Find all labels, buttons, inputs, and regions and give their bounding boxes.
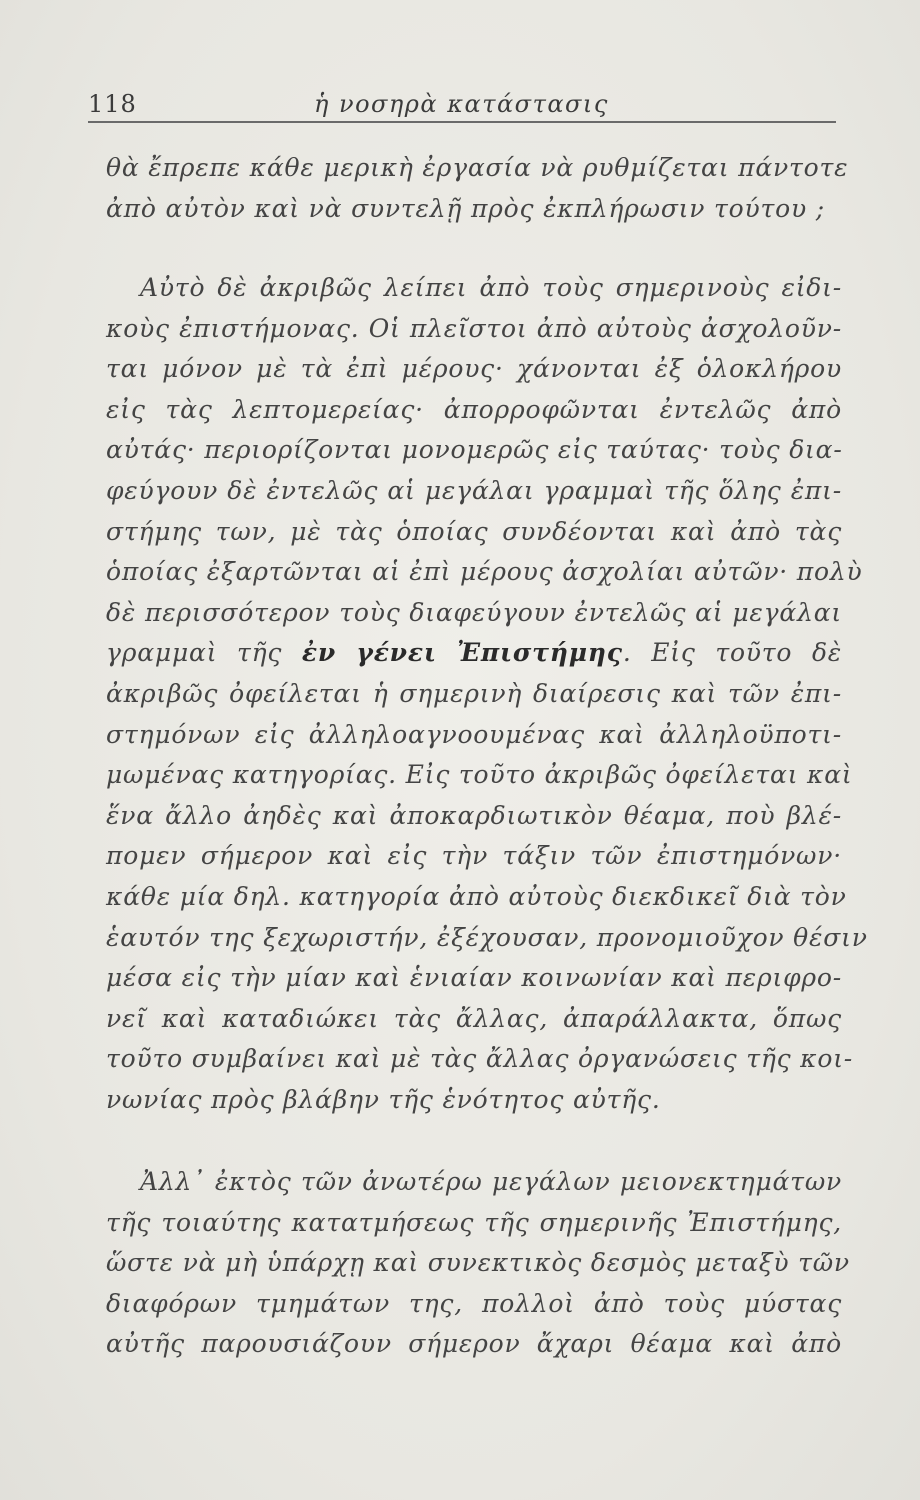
header-rule [88,121,836,123]
emphasized-phrase: ἐν γένει Ἐπιστήμης [301,638,623,668]
text-line: δὲ περισσότερον τοὺς διαφεύγουν ἐντελῶς αἱ μεγάλαι [106,597,842,627]
text-line: στημόνων εἰς ἀλληλοαγνοουμένας καὶ ἀλληλοϋποτι- [106,719,842,749]
text-line: Ἀλλ᾽ ἐκτὸς τῶν ἀνωτέρω μεγάλων μειονεκτημάτων [140,1167,842,1196]
text-line: κάθε μία δηλ. κατηγορία ἀπὸ αὐτοὺς διεκδικεῖ διὰ τὸν [106,881,847,911]
paragraph-1 [106,148,849,229]
text-line: ἀκριβῶς ὀφείλεται ἡ σημερινὴ διαίρεσις καὶ τῶν ἐπι- [106,678,842,708]
text-fragment: . Εἰς τοῦτο δὲ [622,638,843,668]
text-line: στήμης των, μὲ τὰς ὁποίας συνδέονται καὶ ἀπὸ τὰς [106,516,842,546]
text-line: διαφόρων τμημάτων της, πολλοὶ ἀπὸ τοὺς μύστας [106,1288,842,1318]
text-line: πομεν σήμερον καὶ εἰς τὴν τάξιν τῶν ἐπιστημόνων· [106,841,842,871]
text-line: ἕνα ἄλλο ἀηδὲς καὶ ἀποκαρδιωτικὸν θέαμα, ποὺ βλέ- [106,800,842,830]
text-fragment: γραμμαὶ τῆς [106,638,302,668]
text-line: ὁποίας ἐξαρτῶνται αἱ ἐπὶ μέρους ἀσχολίαι αὐτῶν· πολὺ [106,557,863,587]
paragraph-3 [106,1162,850,1365]
text-line: φεύγουν δὲ ἐντελῶς αἱ μεγάλαι γραμμαὶ τῆς ὅλης ἐπι- [106,475,842,505]
running-title: ἡ νοσηρὰ κατάστασις [314,90,609,118]
text-line: εἰς τὰς λεπτομερείας· ἀπορροφῶνται ἐντελῶς ἀπὸ [106,394,842,424]
text-line: ἀπὸ αὐτὸν καὶ νὰ συντελῇ πρὸς ἐκπλήρωσιν τούτου ; [106,193,825,223]
text-line: ἑαυτόν της ξεχωριστήν, ἐξέχουσαν, προνομιοῦχον θέσιν [106,922,868,952]
text-line: κοὺς ἐπιστήμονας. Οἱ πλεῖστοι ἀπὸ αὐτοὺς ἀσχολοῦν- [106,313,842,343]
text-line: μωμένας κατηγορίας. Εἰς τοῦτο ἀκριβῶς ὀφείλεται καὶ [106,760,853,790]
text-line: νωνίας πρὸς βλάβην τῆς ἑνότητος αὐτῆς. [106,1084,661,1114]
text-line: ὥστε νὰ μὴ ὑπάρχῃ καὶ συνεκτικὸς δεσμὸς μεταξὺ τῶν [106,1248,850,1278]
text-line: θὰ ἔπρεπε κάθε μερικὴ ἐργασία νὰ ρυθμίζεται πάντοτε [106,153,849,182]
text-line: νεῖ καὶ καταδιώκει τὰς ἄλλας, ἀπαράλλακτα, ὅπως [106,1003,842,1033]
text-line: αὐτάς· περιορίζονται μονομερῶς εἰς ταύτας· τοὺς δια- [106,435,843,465]
paragraph-2 [106,268,868,1120]
text-line: μέσα εἰς τὴν μίαν καὶ ἑνιαίαν κοινωνίαν καὶ περιφρο- [106,963,842,993]
text-line: Αὐτὸ δὲ ἀκριβῶς λείπει ἀπὸ τοὺς σημερινοὺς εἰδι- [140,273,842,302]
text-line-emphasis [106,633,842,674]
text-line: τοῦτο συμβαίνει καὶ μὲ τὰς ἄλλας ὀργανώσεις τῆς κοι- [106,1044,854,1074]
text-line: αὐτῆς παρουσιάζουν σήμερον ἄχαρι θέαμα καὶ ἀπὸ [106,1329,842,1359]
text-line: ται μόνον μὲ τὰ ἐπὶ μέρους· χάνονται ἐξ ὁλοκλήρου [106,354,842,384]
page-number: 118 [88,90,137,118]
text-line: τῆς τοιαύτης κατατμήσεως τῆς σημερινῆς Ἐπιστήμης, [106,1207,842,1237]
page-header [88,84,834,120]
